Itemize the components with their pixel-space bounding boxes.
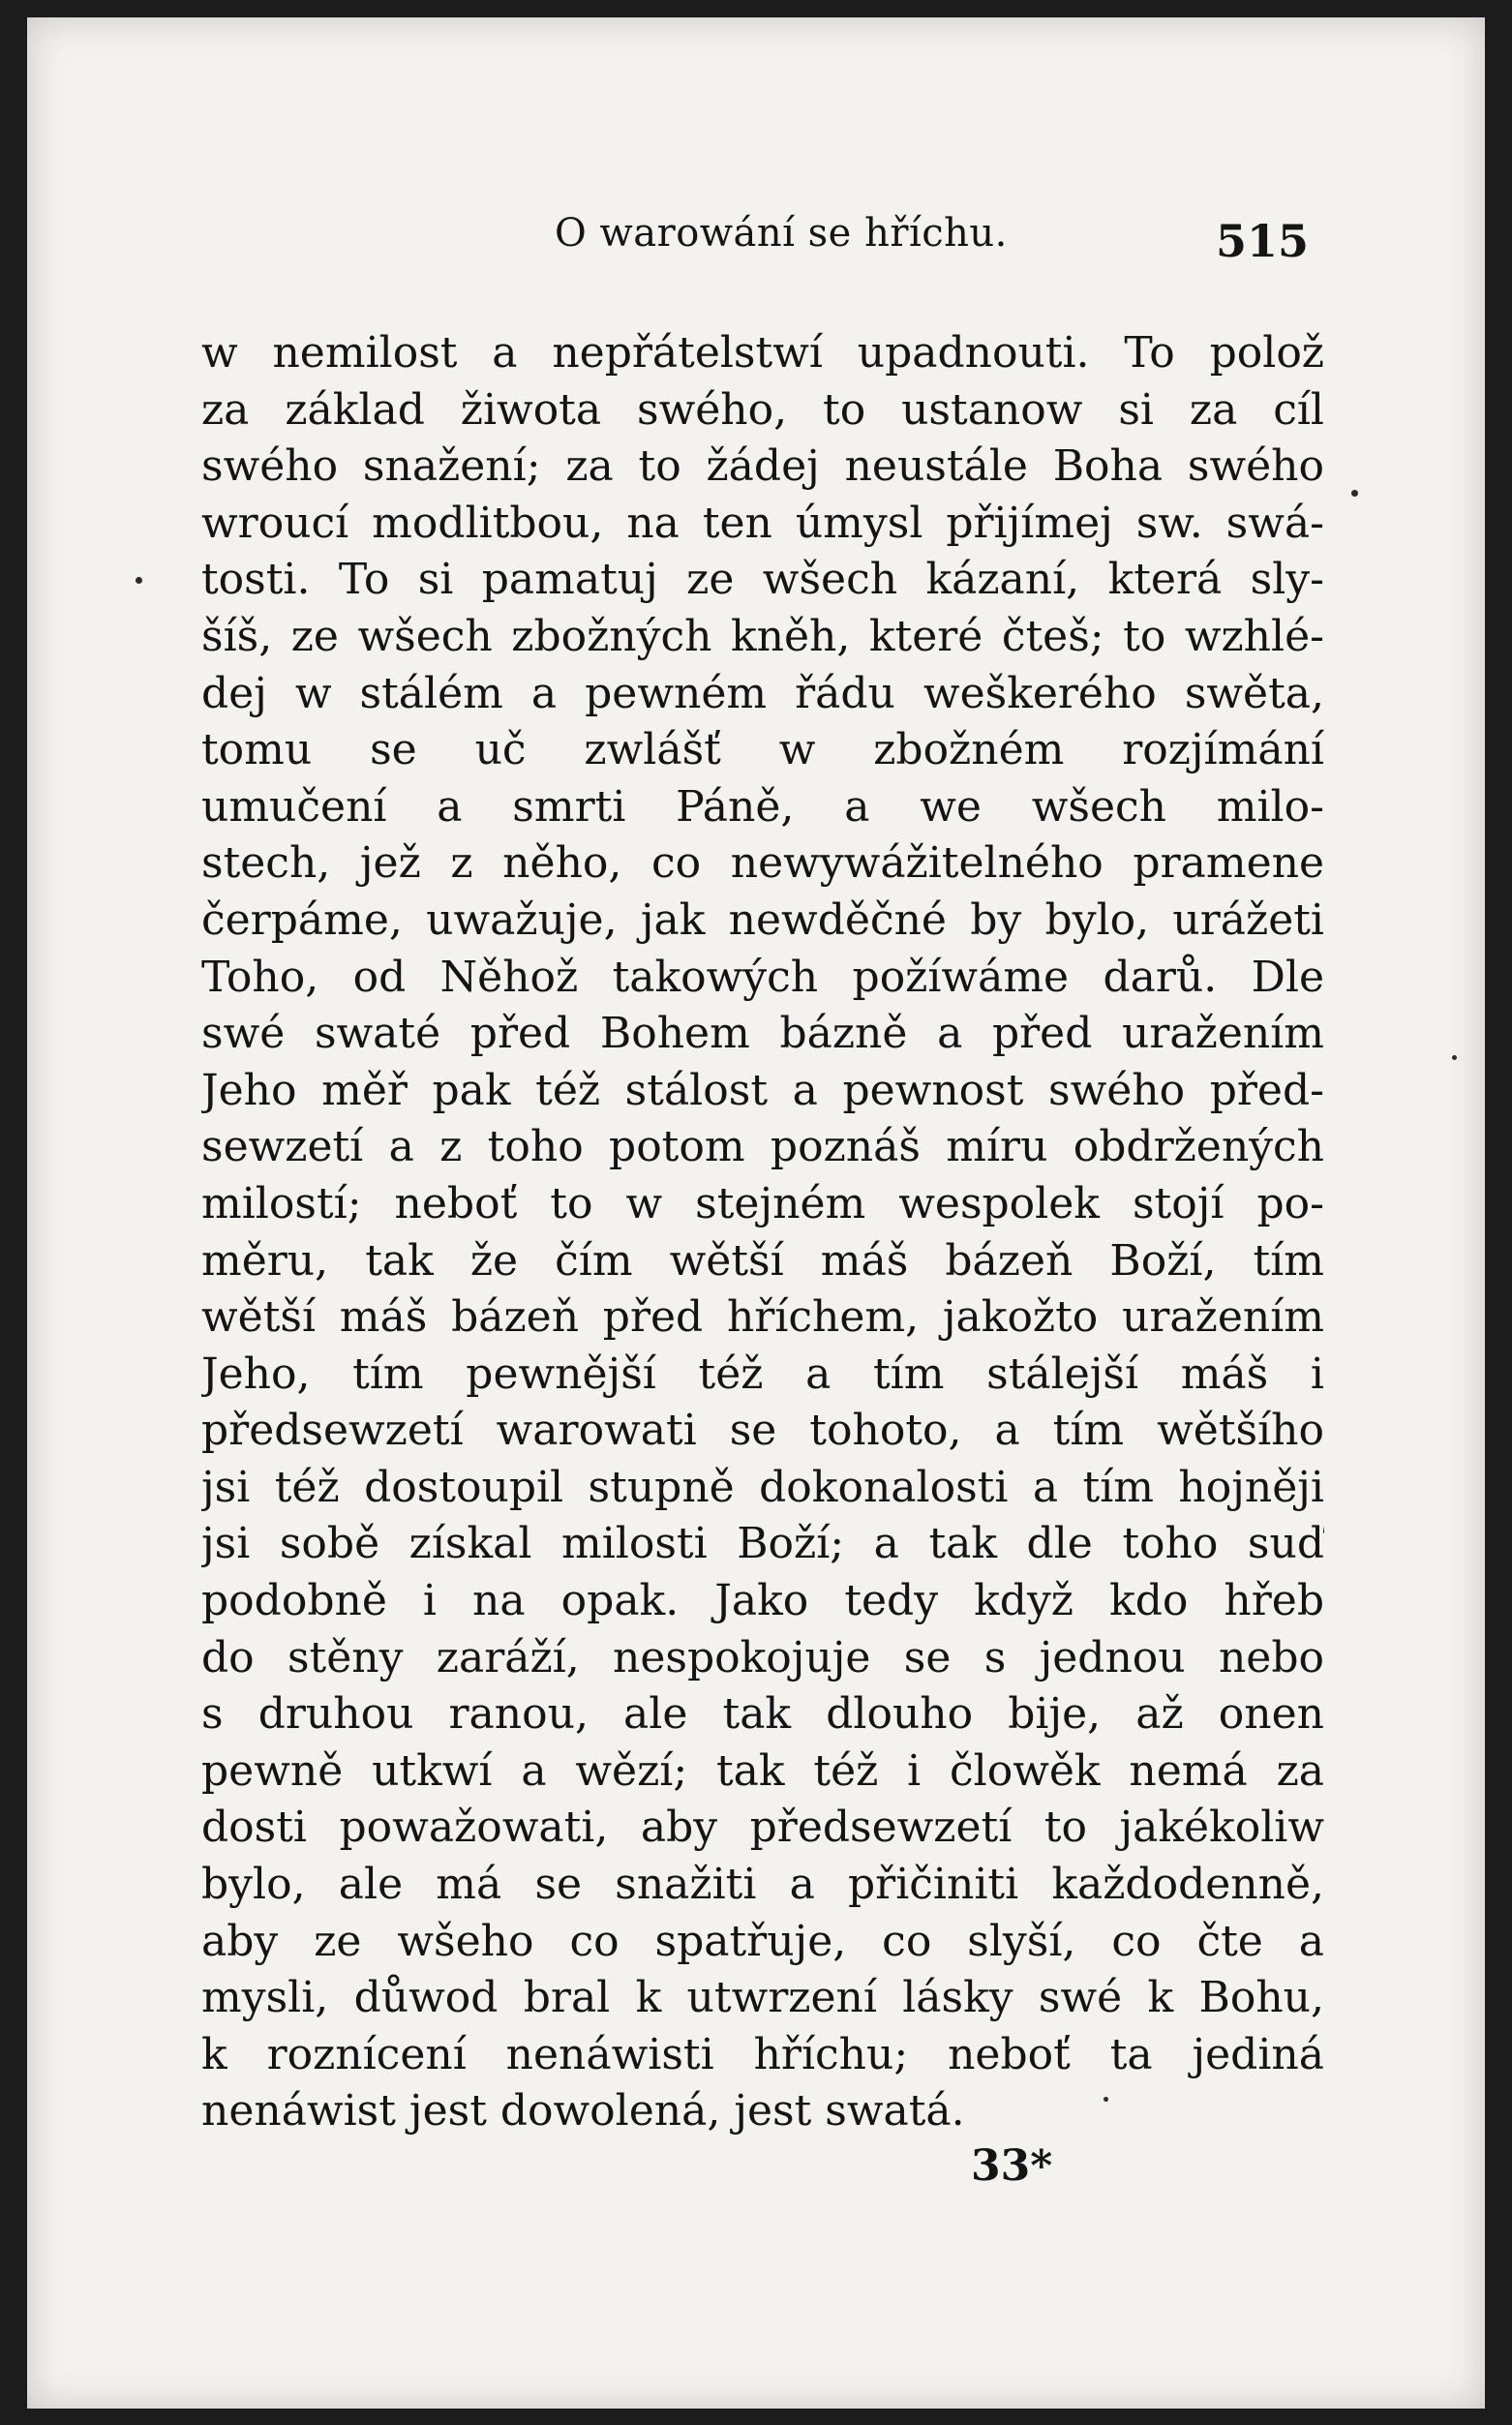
text-line: wroucí modlitbou, na ten úmysl přijímej sw. swá- <box>201 498 1324 548</box>
ink-speck <box>1452 1055 1457 1060</box>
text-line: do stěny zaráží, nespokojuje se s jednou nebo <box>201 1632 1324 1682</box>
ink-speck <box>1104 2097 1108 2102</box>
body-text <box>201 325 1324 2140</box>
text-line: milostí; neboť to w stejném wespolek stojí po- <box>201 1178 1324 1228</box>
signature-mark: 33* <box>971 2141 1053 2191</box>
text-line: tomu se uč zwlášť w zbožném rozjímání <box>201 725 1324 775</box>
text-line: dej w stálém a pewném řádu weškerého swěta, <box>201 668 1324 718</box>
running-head <box>27 211 1485 269</box>
text-line: aby ze wšeho co spatřuje, co slyší, co čte a <box>201 1916 1324 1966</box>
text-line: šíš, ze wšech zbožných kněh, které čteš; to wzhlé- <box>201 611 1324 661</box>
text-line: k roznícení nenáwisti hříchu; neboť ta jediná <box>201 2029 1324 2079</box>
text-line: jsi též dostoupil stupně dokonalosti a tím hojněji <box>201 1462 1324 1512</box>
text-line: sewzetí a z toho potom poznáš míru obdržených <box>201 1122 1324 1172</box>
text-line: mysli, důwod bral k utwrzení lásky swé k Bohu, <box>201 1973 1324 2023</box>
page-number: 515 <box>1216 215 1310 267</box>
text-line: pewně utkwí a wězí; tak též i člowěk nemá za <box>201 1745 1324 1796</box>
text-line: měru, tak že čím wětší máš bázeň Boží, tím <box>201 1235 1324 1286</box>
running-title: O warowání se hříchu. <box>555 211 1008 256</box>
text-line: Jeho měř pak též stálost a pewnost swého před- <box>201 1065 1324 1115</box>
text-line: s druhou ranou, ale tak dlouho bije, až onen <box>201 1689 1324 1740</box>
text-line: čerpáme, uwažuje, jak newděčné by bylo, urážeti <box>201 894 1324 945</box>
text-line: Jeho, tím pewnější též a tím stálejší máš i <box>201 1349 1324 1399</box>
book-page <box>27 17 1485 2409</box>
text-line: předsewzetí warowati se tohoto, a tím wětšího <box>201 1406 1324 1456</box>
text-line: za základ žiwota swého, to ustanow si za cíl <box>201 384 1324 435</box>
text-line: dosti powažowati, aby předsewzetí to jakékoliw <box>201 1803 1324 1853</box>
text-line: nenáwist jest dowolená, jest swatá. <box>201 2086 965 2137</box>
text-line: podobně i na opak. Jako tedy když kdo hřeb <box>201 1576 1324 1626</box>
text-line: swé swaté před Bohem bázně a před uražením <box>201 1009 1324 1059</box>
text-line: bylo, ale má se snažiti a přičiniti každodenně, <box>201 1860 1324 1910</box>
text-line: umučení a smrti Páně, a we wšech milo- <box>201 781 1324 832</box>
text-line: wětší máš bázeň před hříchem, jakožto uražením <box>201 1292 1324 1343</box>
text-line: tosti. To si pamatuj ze wšech kázaní, která sly- <box>201 555 1324 605</box>
text-line: stech, jež z něho, co newywážitelného pramene <box>201 838 1324 889</box>
text-line: w nemilost a nepřátelstwí upadnouti. To polož <box>201 328 1324 378</box>
text-line: jsi sobě získal milosti Boží; a tak dle toho suď <box>201 1519 1324 1569</box>
text-line: swého snažení; za to žádej neustále Boha swého <box>201 441 1324 492</box>
text-line: Toho, od Něhož takowých požíwáme darů. Dle <box>201 952 1324 1002</box>
ink-speck <box>136 577 142 584</box>
ink-speck <box>1351 490 1358 497</box>
